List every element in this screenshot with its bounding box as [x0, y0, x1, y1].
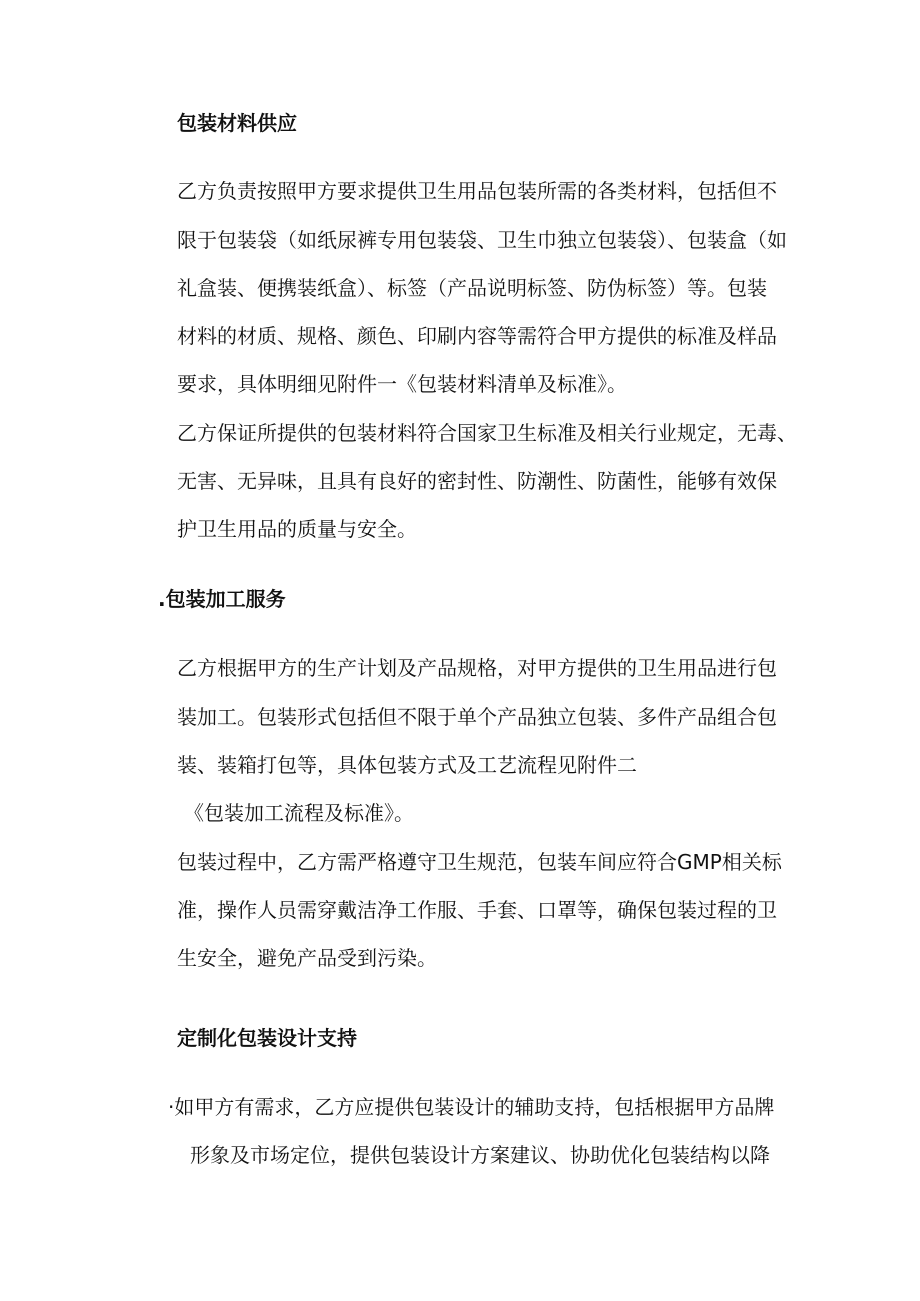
paragraph-line: 无害、无异味，且具有良好的密封性、防潮性、防菌性，能够有效保	[177, 469, 777, 493]
paragraph-line: 乙方负责按照甲方要求提供卫生用品包装所需的各类材料，包括但不	[177, 179, 777, 203]
section-heading-packaging-materials: 包装材料供应	[177, 111, 297, 135]
paragraph-line: 《包装加工流程及标准》。	[184, 801, 414, 825]
paragraph-line: ·如甲方有需求，乙方应提供包装设计的辅助支持，包括根据甲方品牌	[168, 1095, 775, 1119]
paragraph-line: 包装过程中，乙方需严格遵守卫生规范，包装车间应符合GMP相关标	[177, 850, 782, 874]
section-heading-packaging-processing: .包装加工服务	[158, 587, 286, 611]
paragraph-line: 生安全，避免产品受到污染。	[177, 946, 437, 970]
paragraph-line: 装加工。包装形式包括但不限于单个产品独立包装、多件产品组合包	[177, 705, 777, 729]
paragraph-line: 乙方根据甲方的生产计划及产品规格，对甲方提供的卫生用品进行包	[177, 656, 777, 680]
paragraph-line: 要求，具体明细见附件一《包装材料清单及标准》。	[177, 372, 627, 396]
paragraph-line: 形象及市场定位，提供包装设计方案建议、协助优化包装结构以降	[190, 1143, 770, 1167]
paragraph-line: 乙方保证所提供的包装材料符合国家卫生标准及相关行业规定，无毒、	[177, 421, 797, 445]
paragraph-line: 准，操作人员需穿戴洁净工作服、手套、口罩等，确保包装过程的卫	[177, 898, 777, 922]
section-heading-custom-design: 定制化包装设计支持	[177, 1026, 357, 1050]
paragraph-line: 装、装箱打包等，具体包装方式及工艺流程见附件二	[177, 753, 637, 777]
paragraph-line: 护卫生用品的质量与安全。	[177, 517, 417, 541]
paragraph-line: 材料的材质、规格、颜色、印刷内容等需符合甲方提供的标准及样品	[177, 324, 777, 348]
paragraph-line: 限于包装袋（如纸尿裤专用包装袋、卫生巾独立包装袋）、包装盒（如	[177, 228, 787, 252]
paragraph-line: 礼盒装、便携装纸盒）、标签（产品说明标签、防伪标签）等。包装	[177, 276, 767, 300]
